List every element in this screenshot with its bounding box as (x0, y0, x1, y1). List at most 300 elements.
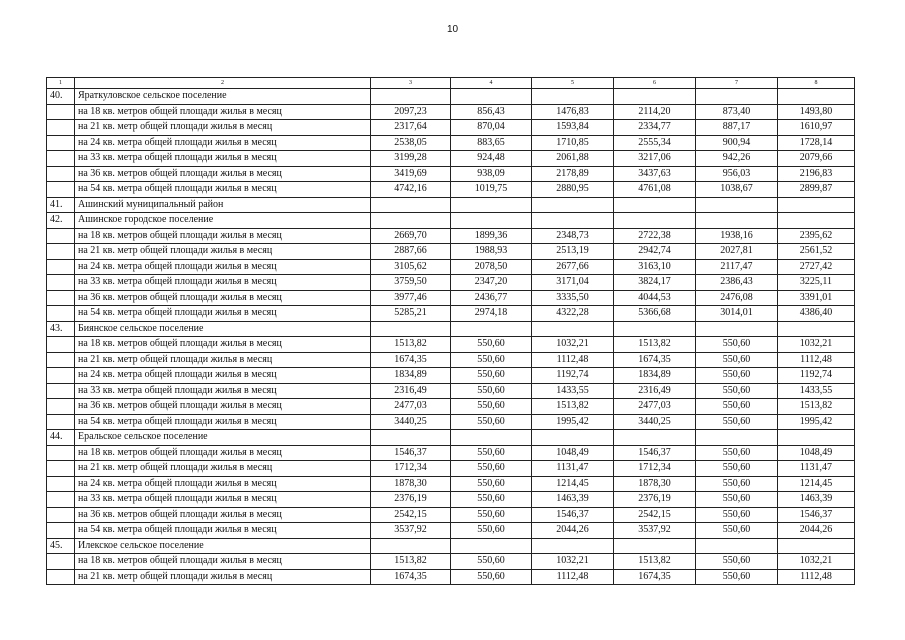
norm-row (47, 228, 855, 244)
norm-row (47, 368, 855, 384)
value-cell: 3217,06 (614, 151, 696, 167)
value-cell: 2117,47 (696, 259, 778, 275)
value-cell: 550,60 (696, 569, 778, 585)
empty-cell (47, 244, 75, 260)
value-cell: 2395,62 (778, 228, 855, 244)
value-cell: 1674,35 (371, 569, 451, 585)
column-number: 2 (75, 78, 371, 89)
value-cell: 1214,45 (778, 476, 855, 492)
settlement-row (47, 538, 855, 554)
value-cell: 1433,55 (778, 383, 855, 399)
norm-label: на 21 кв. метр общей площади жилья в месяц (75, 352, 371, 368)
value-cell: 3437,63 (614, 166, 696, 182)
value-cell: 3824,17 (614, 275, 696, 291)
value-cell: 1610,97 (778, 120, 855, 136)
value-cell: 3105,62 (371, 259, 451, 275)
norm-row (47, 259, 855, 275)
column-number: 5 (532, 78, 614, 89)
value-cell: 2727,42 (778, 259, 855, 275)
settlement-row (47, 430, 855, 446)
norm-row (47, 151, 855, 167)
norm-row (47, 120, 855, 136)
value-cell: 2196,83 (778, 166, 855, 182)
value-cell: 1674,35 (614, 569, 696, 585)
empty-cell (532, 538, 614, 554)
value-cell: 1513,82 (778, 399, 855, 415)
column-number: 1 (47, 78, 75, 89)
settlement-number: 44. (47, 430, 75, 446)
norm-label: на 33 кв. метра общей площади жилья в месяц (75, 492, 371, 508)
empty-cell (371, 213, 451, 229)
empty-cell (696, 321, 778, 337)
empty-cell (532, 89, 614, 105)
empty-cell (47, 492, 75, 508)
norm-label: на 21 кв. метр общей площади жилья в месяц (75, 244, 371, 260)
value-cell: 2542,15 (371, 507, 451, 523)
value-cell: 2477,03 (371, 399, 451, 415)
value-cell: 956,03 (696, 166, 778, 182)
column-number: 3 (371, 78, 451, 89)
empty-cell (47, 476, 75, 492)
value-cell: 1546,37 (614, 445, 696, 461)
value-cell: 1513,82 (614, 554, 696, 570)
norm-row (47, 182, 855, 198)
value-cell: 1834,89 (614, 368, 696, 384)
value-cell: 938,09 (451, 166, 532, 182)
value-cell: 3977,46 (371, 290, 451, 306)
value-cell: 2316,49 (614, 383, 696, 399)
empty-cell (778, 89, 855, 105)
norm-row (47, 445, 855, 461)
value-cell: 1112,48 (532, 352, 614, 368)
settlement-number: 40. (47, 89, 75, 105)
value-cell: 2316,49 (371, 383, 451, 399)
value-cell: 1710,85 (532, 135, 614, 151)
norm-row (47, 135, 855, 151)
norm-label: на 54 кв. метра общей площади жилья в месяц (75, 523, 371, 539)
value-cell: 550,60 (451, 352, 532, 368)
settlement-number: 41. (47, 197, 75, 213)
value-cell: 550,60 (696, 461, 778, 477)
value-cell: 1546,37 (371, 445, 451, 461)
empty-cell (47, 554, 75, 570)
empty-cell (614, 538, 696, 554)
value-cell: 2677,66 (532, 259, 614, 275)
value-cell: 2044,26 (532, 523, 614, 539)
value-cell: 2974,18 (451, 306, 532, 322)
column-number: 4 (451, 78, 532, 89)
norm-row (47, 569, 855, 585)
value-cell: 550,60 (696, 337, 778, 353)
value-cell: 550,60 (451, 414, 532, 430)
value-cell: 2376,19 (614, 492, 696, 508)
norm-label: на 18 кв. метров общей площади жилья в месяц (75, 337, 371, 353)
value-cell: 856,43 (451, 104, 532, 120)
column-number: 7 (696, 78, 778, 89)
value-cell: 3335,50 (532, 290, 614, 306)
value-cell: 1878,30 (371, 476, 451, 492)
value-cell: 1995,42 (532, 414, 614, 430)
empty-cell (47, 182, 75, 198)
empty-cell (532, 430, 614, 446)
value-cell: 2542,15 (614, 507, 696, 523)
value-cell: 942,26 (696, 151, 778, 167)
value-cell: 1463,39 (778, 492, 855, 508)
empty-cell (451, 197, 532, 213)
value-cell: 1546,37 (778, 507, 855, 523)
norm-label: на 54 кв. метра общей площади жилья в месяц (75, 182, 371, 198)
column-number: 8 (778, 78, 855, 89)
norm-label: на 36 кв. метров общей площади жилья в месяц (75, 166, 371, 182)
value-cell: 550,60 (451, 523, 532, 539)
value-cell: 1038,67 (696, 182, 778, 198)
norm-label: на 18 кв. метров общей площади жилья в месяц (75, 445, 371, 461)
norm-label: на 24 кв. метра общей площади жилья в месяц (75, 368, 371, 384)
empty-cell (47, 445, 75, 461)
norm-label: на 54 кв. метра общей площади жилья в месяц (75, 306, 371, 322)
settlement-name: Илекское сельское поселение (75, 538, 371, 554)
value-cell: 2942,74 (614, 244, 696, 260)
empty-cell (532, 321, 614, 337)
norm-row (47, 166, 855, 182)
empty-cell (47, 368, 75, 384)
value-cell: 1214,45 (532, 476, 614, 492)
norm-label: на 24 кв. метра общей площади жилья в месяц (75, 476, 371, 492)
norm-row (47, 290, 855, 306)
norm-label: на 33 кв. метра общей площади жилья в месяц (75, 383, 371, 399)
value-cell: 550,60 (451, 445, 532, 461)
value-cell: 1463,39 (532, 492, 614, 508)
value-cell: 1192,74 (532, 368, 614, 384)
value-cell: 1112,48 (532, 569, 614, 585)
norm-label: на 36 кв. метров общей площади жилья в месяц (75, 290, 371, 306)
norm-row (47, 414, 855, 430)
norm-label: на 33 кв. метра общей площади жилья в месяц (75, 151, 371, 167)
value-cell: 2044,26 (778, 523, 855, 539)
empty-cell (47, 523, 75, 539)
value-cell: 1048,49 (532, 445, 614, 461)
value-cell: 2317,64 (371, 120, 451, 136)
value-cell: 550,60 (451, 337, 532, 353)
value-cell: 550,60 (696, 352, 778, 368)
value-cell: 2386,43 (696, 275, 778, 291)
value-cell: 2477,03 (614, 399, 696, 415)
value-cell: 2376,19 (371, 492, 451, 508)
value-cell: 3537,92 (614, 523, 696, 539)
value-cell: 1712,34 (371, 461, 451, 477)
value-cell: 550,60 (696, 368, 778, 384)
norm-row (47, 337, 855, 353)
empty-cell (451, 538, 532, 554)
value-cell: 550,60 (451, 383, 532, 399)
norm-label: на 18 кв. метров общей площади жилья в месяц (75, 228, 371, 244)
empty-cell (451, 321, 532, 337)
value-cell: 1899,36 (451, 228, 532, 244)
norm-row (47, 399, 855, 415)
empty-cell (47, 275, 75, 291)
empty-cell (371, 89, 451, 105)
value-cell: 1032,21 (532, 554, 614, 570)
value-cell: 1593,84 (532, 120, 614, 136)
empty-cell (47, 507, 75, 523)
empty-cell (778, 430, 855, 446)
empty-cell (532, 197, 614, 213)
empty-cell (371, 538, 451, 554)
empty-cell (778, 213, 855, 229)
column-number-row (47, 78, 855, 89)
empty-cell (614, 321, 696, 337)
value-cell: 1674,35 (614, 352, 696, 368)
norm-label: на 21 кв. метр общей площади жилья в месяц (75, 461, 371, 477)
norm-label: на 18 кв. метров общей площади жилья в месяц (75, 104, 371, 120)
empty-cell (614, 197, 696, 213)
empty-cell (47, 120, 75, 136)
value-cell: 3391,01 (778, 290, 855, 306)
empty-cell (47, 383, 75, 399)
empty-cell (47, 569, 75, 585)
empty-cell (614, 430, 696, 446)
empty-cell (47, 461, 75, 477)
empty-cell (778, 538, 855, 554)
settlement-row (47, 321, 855, 337)
value-cell: 2538,05 (371, 135, 451, 151)
value-cell: 1433,55 (532, 383, 614, 399)
value-cell: 1032,21 (778, 554, 855, 570)
empty-cell (47, 135, 75, 151)
empty-cell (778, 197, 855, 213)
value-cell: 2561,52 (778, 244, 855, 260)
empty-cell (696, 197, 778, 213)
empty-cell (47, 352, 75, 368)
value-cell: 550,60 (696, 399, 778, 415)
value-cell: 1112,48 (778, 569, 855, 585)
value-cell: 2899,87 (778, 182, 855, 198)
value-cell: 1988,93 (451, 244, 532, 260)
value-cell: 2436,77 (451, 290, 532, 306)
settlement-name: Биянское сельское поселение (75, 321, 371, 337)
settlement-name: Еральское сельское поселение (75, 430, 371, 446)
empty-cell (47, 166, 75, 182)
norm-row (47, 306, 855, 322)
value-cell: 3759,50 (371, 275, 451, 291)
value-cell: 3171,04 (532, 275, 614, 291)
norm-row (47, 507, 855, 523)
value-cell: 3419,69 (371, 166, 451, 182)
value-cell: 900,94 (696, 135, 778, 151)
empty-cell (47, 306, 75, 322)
value-cell: 2114,20 (614, 104, 696, 120)
empty-cell (371, 197, 451, 213)
norm-row (47, 383, 855, 399)
norm-row (47, 492, 855, 508)
value-cell: 3440,25 (371, 414, 451, 430)
value-cell: 1513,82 (371, 337, 451, 353)
norm-row (47, 554, 855, 570)
norm-row (47, 244, 855, 260)
value-cell: 2334,77 (614, 120, 696, 136)
empty-cell (47, 228, 75, 244)
norm-row (47, 104, 855, 120)
value-cell: 1112,48 (778, 352, 855, 368)
value-cell: 550,60 (451, 492, 532, 508)
value-cell: 1131,47 (778, 461, 855, 477)
value-cell: 1493,80 (778, 104, 855, 120)
value-cell: 924,48 (451, 151, 532, 167)
empty-cell (696, 430, 778, 446)
value-cell: 1513,82 (371, 554, 451, 570)
value-cell: 2555,34 (614, 135, 696, 151)
value-cell: 1019,75 (451, 182, 532, 198)
value-cell: 2078,50 (451, 259, 532, 275)
empty-cell (47, 104, 75, 120)
value-cell: 550,60 (696, 445, 778, 461)
value-cell: 2880,95 (532, 182, 614, 198)
value-cell: 5285,21 (371, 306, 451, 322)
empty-cell (451, 89, 532, 105)
value-cell: 3199,28 (371, 151, 451, 167)
norm-label: на 36 кв. метров общей площади жилья в месяц (75, 399, 371, 415)
settlement-name: Яраткуловское сельское поселение (75, 89, 371, 105)
norm-label: на 54 кв. метра общей площади жилья в месяц (75, 414, 371, 430)
norm-label: на 21 кв. метр общей площади жилья в месяц (75, 569, 371, 585)
norm-row (47, 476, 855, 492)
tariff-table (46, 77, 855, 585)
value-cell: 3225,11 (778, 275, 855, 291)
norm-label: на 33 кв. метра общей площади жилья в месяц (75, 275, 371, 291)
settlement-row (47, 213, 855, 229)
value-cell: 4742,16 (371, 182, 451, 198)
value-cell: 4322,28 (532, 306, 614, 322)
value-cell: 550,60 (451, 368, 532, 384)
value-cell: 550,60 (696, 414, 778, 430)
value-cell: 550,60 (451, 476, 532, 492)
value-cell: 550,60 (696, 523, 778, 539)
value-cell: 3440,25 (614, 414, 696, 430)
value-cell: 4044,53 (614, 290, 696, 306)
empty-cell (47, 290, 75, 306)
value-cell: 2061,88 (532, 151, 614, 167)
value-cell: 550,60 (451, 461, 532, 477)
settlement-row (47, 197, 855, 213)
value-cell: 2178,89 (532, 166, 614, 182)
empty-cell (47, 151, 75, 167)
value-cell: 2722,38 (614, 228, 696, 244)
norm-label: на 24 кв. метра общей площади жилья в месяц (75, 135, 371, 151)
value-cell: 2348,73 (532, 228, 614, 244)
empty-cell (532, 213, 614, 229)
value-cell: 2887,66 (371, 244, 451, 260)
value-cell: 1192,74 (778, 368, 855, 384)
empty-cell (696, 538, 778, 554)
value-cell: 873,40 (696, 104, 778, 120)
value-cell: 3537,92 (371, 523, 451, 539)
value-cell: 550,60 (696, 383, 778, 399)
value-cell: 1513,82 (532, 399, 614, 415)
value-cell: 2347,20 (451, 275, 532, 291)
value-cell: 1878,30 (614, 476, 696, 492)
norm-label: на 24 кв. метра общей площади жилья в месяц (75, 259, 371, 275)
value-cell: 2097,23 (371, 104, 451, 120)
page-number: 10 (446, 24, 459, 35)
value-cell: 550,60 (696, 507, 778, 523)
value-cell: 2027,81 (696, 244, 778, 260)
norm-row (47, 523, 855, 539)
value-cell: 4386,40 (778, 306, 855, 322)
value-cell: 3014,01 (696, 306, 778, 322)
value-cell: 1938,16 (696, 228, 778, 244)
value-cell: 2669,70 (371, 228, 451, 244)
empty-cell (696, 213, 778, 229)
settlement-name: Ашинский муниципальный район (75, 197, 371, 213)
value-cell: 550,60 (451, 569, 532, 585)
value-cell: 1048,49 (778, 445, 855, 461)
value-cell: 1476,83 (532, 104, 614, 120)
settlement-name: Ашинское городское поселение (75, 213, 371, 229)
value-cell: 550,60 (696, 554, 778, 570)
settlement-number: 45. (47, 538, 75, 554)
settlement-row (47, 89, 855, 105)
value-cell: 1674,35 (371, 352, 451, 368)
value-cell: 1032,21 (778, 337, 855, 353)
value-cell: 550,60 (451, 554, 532, 570)
settlement-number: 43. (47, 321, 75, 337)
value-cell: 887,17 (696, 120, 778, 136)
empty-cell (614, 89, 696, 105)
value-cell: 550,60 (696, 476, 778, 492)
table-body (47, 78, 855, 585)
column-number: 6 (614, 78, 696, 89)
value-cell: 1546,37 (532, 507, 614, 523)
norm-row (47, 461, 855, 477)
value-cell: 550,60 (451, 507, 532, 523)
value-cell: 2513,19 (532, 244, 614, 260)
empty-cell (696, 89, 778, 105)
empty-cell (47, 259, 75, 275)
empty-cell (47, 399, 75, 415)
norm-row (47, 352, 855, 368)
empty-cell (451, 213, 532, 229)
value-cell: 2476,08 (696, 290, 778, 306)
value-cell: 1728,14 (778, 135, 855, 151)
empty-cell (778, 321, 855, 337)
norm-label: на 18 кв. метров общей площади жилья в месяц (75, 554, 371, 570)
value-cell: 550,60 (696, 492, 778, 508)
empty-cell (371, 321, 451, 337)
norm-label: на 36 кв. метров общей площади жилья в месяц (75, 507, 371, 523)
value-cell: 1513,82 (614, 337, 696, 353)
empty-cell (47, 414, 75, 430)
empty-cell (614, 213, 696, 229)
value-cell: 4761,08 (614, 182, 696, 198)
value-cell: 883,65 (451, 135, 532, 151)
value-cell: 1032,21 (532, 337, 614, 353)
value-cell: 1131,47 (532, 461, 614, 477)
value-cell: 3163,10 (614, 259, 696, 275)
norm-row (47, 275, 855, 291)
value-cell: 1995,42 (778, 414, 855, 430)
value-cell: 5366,68 (614, 306, 696, 322)
norm-label: на 21 кв. метр общей площади жилья в месяц (75, 120, 371, 136)
empty-cell (47, 337, 75, 353)
settlement-number: 42. (47, 213, 75, 229)
value-cell: 870,04 (451, 120, 532, 136)
value-cell: 2079,66 (778, 151, 855, 167)
empty-cell (451, 430, 532, 446)
value-cell: 550,60 (451, 399, 532, 415)
value-cell: 1712,34 (614, 461, 696, 477)
empty-cell (371, 430, 451, 446)
value-cell: 1834,89 (371, 368, 451, 384)
